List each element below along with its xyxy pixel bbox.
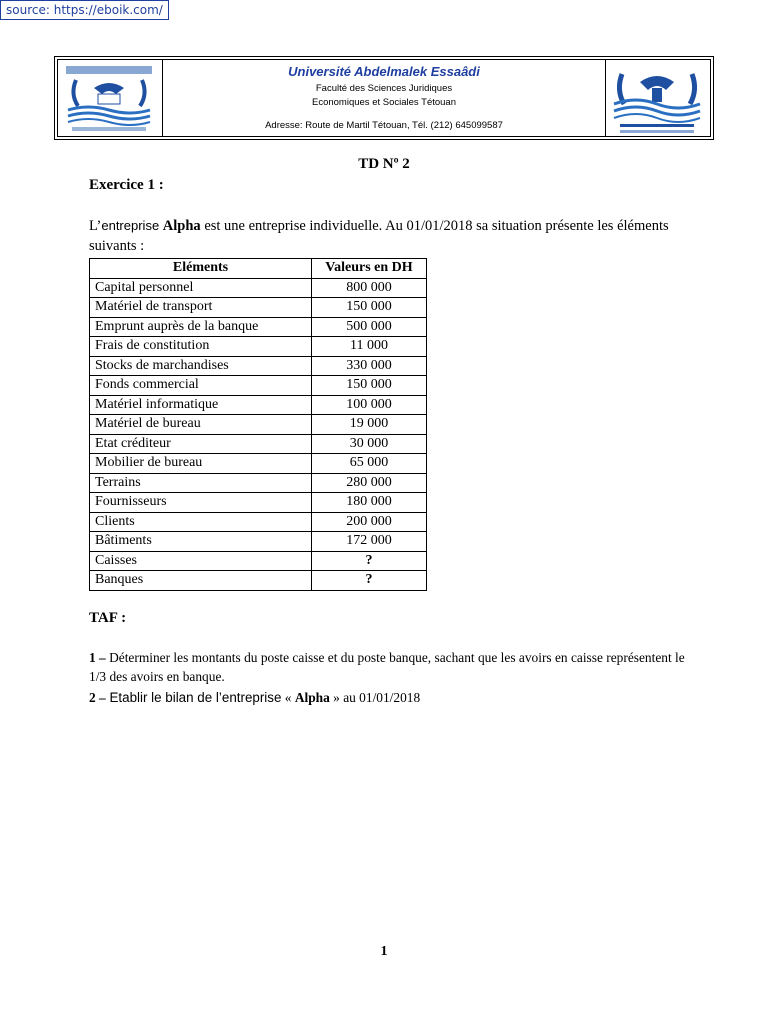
row-label: Etat créditeur	[90, 434, 312, 454]
row-value: 150 000	[312, 376, 427, 396]
row-value: 172 000	[312, 532, 427, 552]
row-value: 180 000	[312, 493, 427, 513]
row-label: Fournisseurs	[90, 493, 312, 513]
university-logo-icon	[612, 64, 702, 136]
elements-table	[89, 258, 427, 591]
row-label: Clients	[90, 512, 312, 532]
row-value-unknown: ?	[312, 571, 427, 591]
letterhead-text	[163, 60, 605, 136]
table-row	[90, 395, 427, 415]
table-header-row	[90, 259, 427, 279]
table-row	[90, 376, 427, 396]
exercise-title: Exercice 1 :	[89, 177, 164, 193]
university-name: Université Abdelmalek Essaâdi	[288, 64, 480, 79]
faculty-line-1: Faculté des Sciences Juridiques	[315, 83, 453, 94]
table-row	[90, 356, 427, 376]
table-row	[90, 298, 427, 318]
row-value: 19 000	[312, 415, 427, 435]
row-label: Mobilier de bureau	[90, 454, 312, 474]
letterhead	[54, 56, 714, 140]
column-header-values: Valeurs en DH	[312, 259, 427, 279]
table-row	[90, 278, 427, 298]
source-label[interactable]: source: https://eboik.com/	[0, 0, 169, 20]
row-value: 500 000	[312, 317, 427, 337]
row-value: 800 000	[312, 278, 427, 298]
table-row	[90, 512, 427, 532]
question-1: 1 – Déterminer les montants du poste caisse et du poste banque, sachant que les avoirs en caisse représentent le 1/3 des avoirs en banque.	[89, 650, 685, 684]
row-label: Bâtiments	[90, 532, 312, 552]
table-row	[90, 493, 427, 513]
row-label: Matériel de bureau	[90, 415, 312, 435]
row-label: Frais de constitution	[90, 337, 312, 357]
row-value: 65 000	[312, 454, 427, 474]
row-value: 100 000	[312, 395, 427, 415]
taf-title: TAF :	[89, 610, 127, 626]
university-logo-right	[605, 60, 710, 136]
table-row	[90, 317, 427, 337]
row-label: Matériel de transport	[90, 298, 312, 318]
table-row	[90, 454, 427, 474]
row-label: Fonds commercial	[90, 376, 312, 396]
td-title: TD Nº 2	[358, 156, 410, 172]
row-value: 11 000	[312, 337, 427, 357]
address: Adresse: Route de Martil Tétouan, Tél. (212) 645099587	[265, 120, 503, 131]
intro-paragraph: L’entreprise Alpha est une entreprise individuelle. Au 01/01/2018 sa situation présente les éléments suivants :	[89, 218, 669, 254]
row-value: 150 000	[312, 298, 427, 318]
row-value: 200 000	[312, 512, 427, 532]
faculty-line-2: Economiques et Sociales Tétouan	[312, 97, 456, 108]
row-label: Stocks de marchandises	[90, 356, 312, 376]
row-value: 30 000	[312, 434, 427, 454]
row-label: Emprunt auprès de la banque	[90, 317, 312, 337]
university-logo-left	[58, 60, 163, 136]
table-row	[90, 551, 427, 571]
company-name: Alpha	[162, 218, 201, 234]
row-label: Matériel informatique	[90, 395, 312, 415]
table-row	[90, 571, 427, 591]
row-value: 330 000	[312, 356, 427, 376]
row-value-unknown: ?	[312, 551, 427, 571]
column-header-elements: Eléments	[90, 259, 312, 279]
table-row	[90, 434, 427, 454]
table-row	[90, 337, 427, 357]
row-label: Caisses	[90, 551, 312, 571]
page-number: 1	[380, 944, 388, 959]
question-2: 2 – Etablir le bilan de l’entreprise « Alpha » au 01/01/2018	[89, 690, 421, 705]
table-row	[90, 532, 427, 552]
table-row	[90, 473, 427, 493]
row-value: 280 000	[312, 473, 427, 493]
row-label: Terrains	[90, 473, 312, 493]
row-label: Capital personnel	[90, 278, 312, 298]
table-row	[90, 415, 427, 435]
row-label: Banques	[90, 571, 312, 591]
university-logo-icon	[64, 64, 154, 136]
